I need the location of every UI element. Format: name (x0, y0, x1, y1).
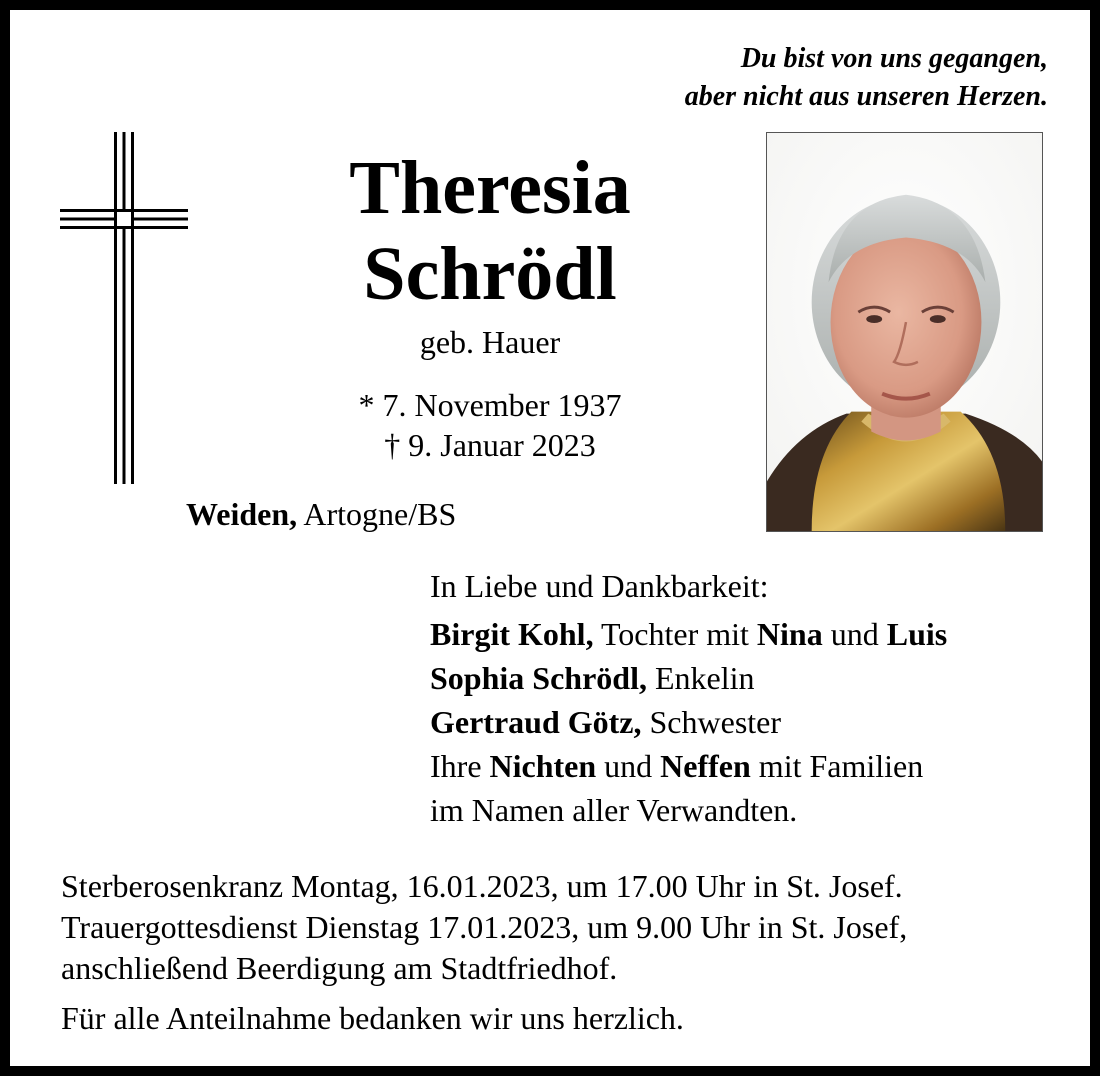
mourner-name: Luis (886, 616, 948, 652)
notice-rosary: Sterberosenkranz Montag, 16.01.2023, um 17.00 Uhr in St. Josef. (61, 868, 903, 904)
death-date: † 9. Januar 2023 (384, 427, 596, 463)
motto-line-1: Du bist von uns gegangen, (740, 43, 1048, 74)
motto-line-2: aber nicht aus unseren Herzen. (684, 81, 1048, 112)
notice-burial: anschließend Beerdigung am Stadtfriedhof. (61, 950, 618, 986)
mourner-relation: Tochter mit (593, 616, 757, 652)
mourner-text: mit Familien (750, 748, 924, 784)
mourner-name: Sophia Schrödl, (430, 660, 647, 696)
mourner-name: Birgit Kohl, (430, 616, 594, 652)
mourner-relation: Enkelin (646, 660, 755, 696)
mourner-text: Ihre (430, 748, 490, 784)
mourner-line-1 (430, 612, 947, 656)
mourner-name: Nina (756, 616, 823, 652)
mourner-line-3 (430, 700, 947, 744)
mourner-name: Nichten (489, 748, 597, 784)
thanks-line: Für alle Anteilnahme bedanken wir uns herzlich. (61, 1000, 684, 1036)
first-name: Theresia (349, 146, 631, 230)
place-town: Weiden, (186, 496, 298, 532)
mourners-intro: In Liebe und Dankbarkeit: (430, 568, 769, 604)
mourner-line-2 (430, 656, 947, 700)
mourner-conjunction: und (822, 616, 887, 652)
birth-date: * 7. November 1937 (358, 387, 622, 423)
place (186, 494, 456, 534)
mourner-name: Gertraud Götz, (430, 704, 642, 740)
mourner-relation: Schwester (641, 704, 782, 740)
mourner-conjunction: und (596, 748, 661, 784)
place-rest: Artogne/BS (297, 496, 457, 532)
mourner-line-5: im Namen aller Verwandten. (430, 792, 798, 828)
cross-icon (60, 132, 188, 484)
mourner-name: Neffen (660, 748, 751, 784)
maiden-name: geb. Hauer (419, 324, 561, 360)
service-notice (61, 866, 907, 989)
motto (685, 40, 1048, 116)
notice-mass: Trauergottesdienst Dienstag 17.01.2023, um 9.00 Uhr in St. Josef, (61, 909, 908, 945)
last-name: Schrödl (363, 232, 617, 316)
portrait-photo (766, 132, 1043, 532)
mourner-line-4 (430, 744, 947, 788)
mourners-block (430, 564, 947, 832)
